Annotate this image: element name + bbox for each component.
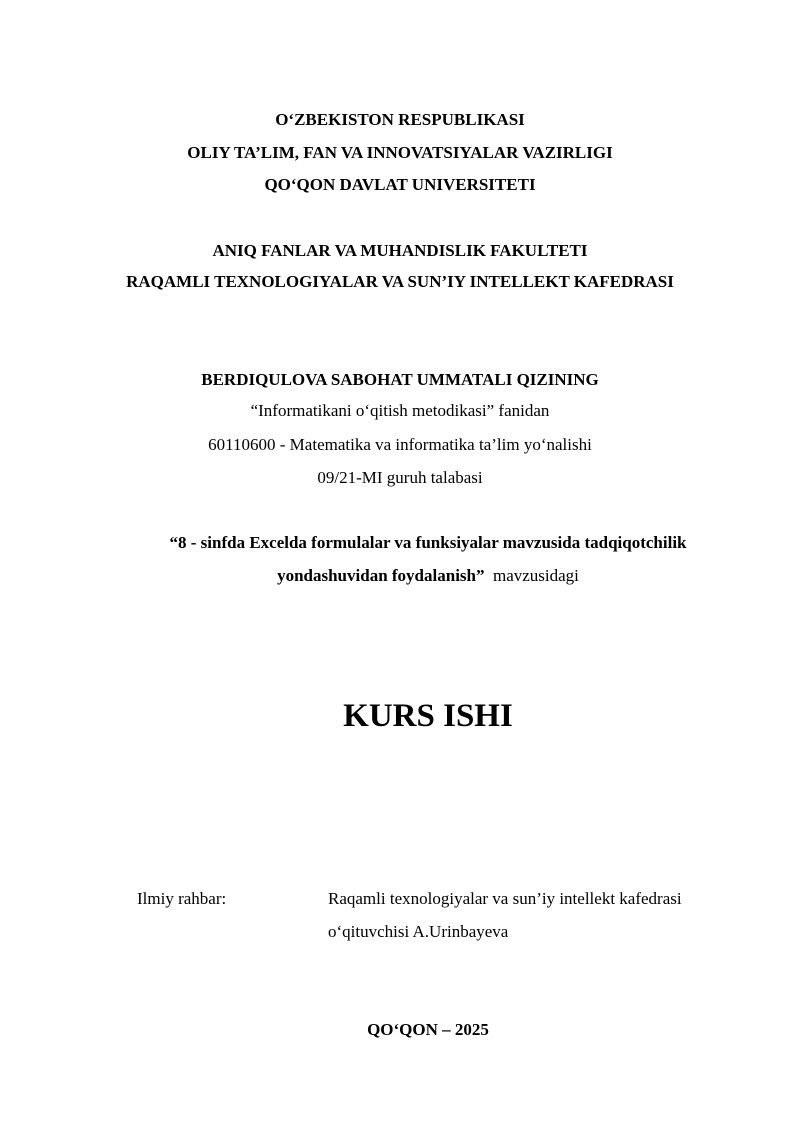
university-heading: QO‘QON DAVLAT UNIVERSITETI	[264, 175, 536, 194]
republic-heading: O‘ZBEKISTON RESPUBLIKASI	[275, 110, 525, 129]
student-name: BERDIQULOVA SABOHAT UMMATALI QIZINING	[201, 370, 599, 389]
topic-line-2	[0, 565, 800, 587]
city-year: QO‘QON – 2025	[367, 1020, 489, 1039]
topic-line-2-suffix: mavzusidagi	[484, 566, 579, 585]
program-line: 60110600 - Matematika va informatika ta’lim yo‘nalishi	[208, 435, 592, 454]
group-line: 09/21-MI guruh talabasi	[317, 468, 483, 487]
department-heading: RAQAMLI TEXNOLOGIYALAR VA SUN’IY INTELLEKT KAFEDRASI	[126, 272, 674, 291]
advisor-line-2: o‘qituvchisi A.Urinbayeva	[328, 922, 509, 941]
ministry-heading: OLIY TA’LIM, FAN VA INNOVATSIYALAR VAZIRLIGI	[187, 143, 613, 162]
topic-line-1: “8 - sinfda Excelda formulalar va funksiyalar mavzusida tadqiqotchilik	[169, 533, 687, 552]
faculty-heading: ANIQ FANLAR VA MUHANDISLIK FAKULTETI	[212, 241, 588, 260]
advisor-label: Ilmiy rahbar:	[137, 889, 227, 908]
topic-line-2-bold: yondashuvidan foydalanish”	[277, 566, 485, 585]
work-type-title: KURS ISHI	[343, 698, 513, 734]
advisor-line-1: Raqamli texnologiyalar va sun’iy intellekt kafedrasi	[328, 889, 682, 908]
subject-line: “Informatikani o‘qitish metodikasi” fanidan	[250, 401, 550, 420]
